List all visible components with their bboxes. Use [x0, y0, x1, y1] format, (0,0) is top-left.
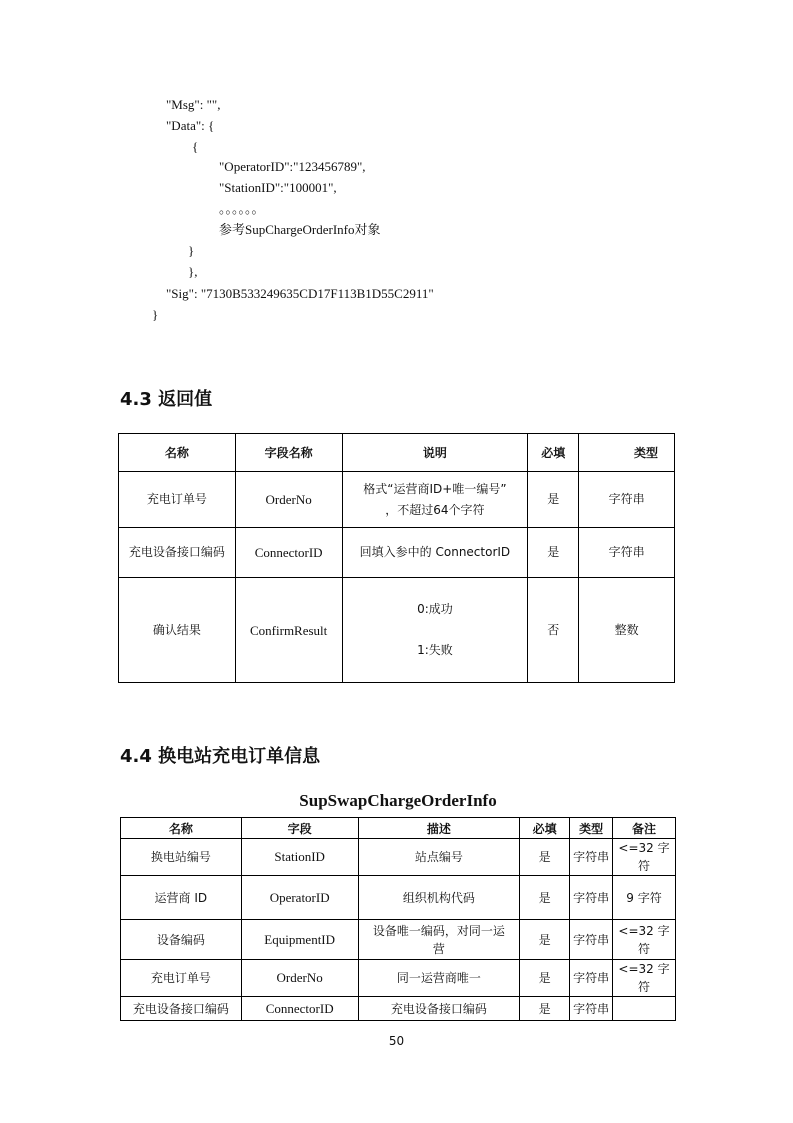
desc-line: 设备唯一编码，对同一运 — [372, 923, 505, 938]
cell-name: 充电订单号 — [121, 960, 242, 997]
cell-name: 充电订单号 — [119, 472, 236, 528]
cell-desc: 组织机构代码 — [358, 876, 520, 920]
code-line-msg: "Msg": "", — [166, 97, 221, 112]
table-row — [121, 839, 676, 876]
desc-line: ，不超过64个字符 — [385, 502, 485, 517]
cell-field: OperatorID — [241, 876, 358, 920]
cell-required: 是 — [520, 960, 570, 997]
cell-name: 确认结果 — [119, 578, 236, 683]
cell-desc — [358, 920, 520, 960]
cell-type: 字符串 — [570, 876, 613, 920]
cell-type: 字符串 — [579, 528, 675, 578]
desc-line: 格式“运营商ID+唯一编号” — [363, 481, 507, 496]
cell-field: ConnectorID — [235, 528, 342, 578]
cell-field: ConnectorID — [241, 997, 358, 1021]
table-row — [121, 920, 676, 960]
cell-type: 字符串 — [579, 472, 675, 528]
cell-type: 字符串 — [570, 839, 613, 876]
cell-desc — [342, 472, 528, 528]
cell-note: <=32 字符 — [613, 960, 676, 997]
header-field: 字段名称 — [235, 434, 342, 472]
cell-name: 充电设备接口编码 — [121, 997, 242, 1021]
table-row — [121, 960, 676, 997]
table-row — [119, 578, 675, 683]
code-line-end-brace: } — [152, 307, 159, 322]
table-caption: SupSwapChargeOrderInfo — [299, 791, 497, 810]
cell-field: OrderNo — [241, 960, 358, 997]
header-desc: 说明 — [342, 434, 528, 472]
cell-name: 换电站编号 — [121, 839, 242, 876]
section-heading-4-3: 4.3 返回值 — [120, 389, 213, 410]
cell-name: 运营商 ID — [121, 876, 242, 920]
cell-desc: 站点编号 — [358, 839, 520, 876]
table-header-row — [119, 434, 675, 472]
desc-line: 0:成功 — [417, 602, 453, 616]
cell-required: 是 — [528, 472, 579, 528]
header-required: 必填 — [520, 818, 570, 839]
cell-field: ConfirmResult — [235, 578, 342, 683]
header-type: 类型 — [579, 434, 675, 472]
cell-field: EquipmentID — [241, 920, 358, 960]
code-line-reference: 参考SupChargeOrderInfo对象 — [219, 222, 381, 237]
table-header-row — [121, 818, 676, 839]
section-heading-4-4: 4.4 换电站充电订单信息 — [120, 746, 321, 767]
table-row — [121, 997, 676, 1021]
cell-desc: 回填入参中的 ConnectorID — [342, 528, 528, 578]
header-required: 必填 — [528, 434, 579, 472]
desc-line: 1:失败 — [417, 643, 453, 657]
cell-note: 9 字符 — [613, 876, 676, 920]
cell-type: 字符串 — [570, 960, 613, 997]
page-number: 50 — [388, 1034, 405, 1048]
cell-field: StationID — [241, 839, 358, 876]
header-name: 名称 — [119, 434, 236, 472]
header-desc: 描述 — [358, 818, 520, 839]
desc-line: 营 — [432, 941, 445, 956]
code-line-sig: "Sig": "7130B533249635CD17F113B1D55C2911" — [166, 286, 434, 301]
cell-required: 否 — [528, 578, 579, 683]
cell-required: 是 — [520, 997, 570, 1021]
cell-required: 是 — [520, 876, 570, 920]
header-note: 备注 — [613, 818, 676, 839]
cell-note: <=32 字符 — [613, 920, 676, 960]
cell-required: 是 — [520, 920, 570, 960]
cell-name: 充电设备接口编码 — [119, 528, 236, 578]
code-line-station-id: "StationID":"100001", — [219, 180, 337, 195]
cell-desc: 同一运营商唯一 — [358, 960, 520, 997]
cell-type: 字符串 — [570, 920, 613, 960]
header-name: 名称 — [121, 818, 242, 839]
code-line-close-brace-comma: }, — [188, 264, 198, 279]
table-row — [121, 876, 676, 920]
code-line-ellipsis: 。。。。。。 — [219, 201, 265, 216]
code-line-close-brace: } — [188, 243, 195, 258]
cell-required: 是 — [528, 528, 579, 578]
swap-charge-order-table — [120, 817, 676, 1021]
code-line-data: "Data": { — [166, 118, 215, 133]
cell-field: OrderNo — [235, 472, 342, 528]
cell-note — [613, 997, 676, 1021]
table-row — [119, 472, 675, 528]
cell-type: 整数 — [579, 578, 675, 683]
cell-desc: 充电设备接口编码 — [358, 997, 520, 1021]
header-field: 字段 — [241, 818, 358, 839]
cell-required: 是 — [520, 839, 570, 876]
cell-name: 设备编码 — [121, 920, 242, 960]
table-row — [119, 528, 675, 578]
cell-type: 字符串 — [570, 997, 613, 1021]
code-line-operator-id: "OperatorID":"123456789", — [219, 159, 366, 174]
cell-note: <=32 字符 — [613, 839, 676, 876]
code-line-open-brace: { — [192, 139, 199, 154]
header-type: 类型 — [570, 818, 613, 839]
cell-desc — [342, 578, 528, 683]
return-value-table — [118, 433, 675, 683]
